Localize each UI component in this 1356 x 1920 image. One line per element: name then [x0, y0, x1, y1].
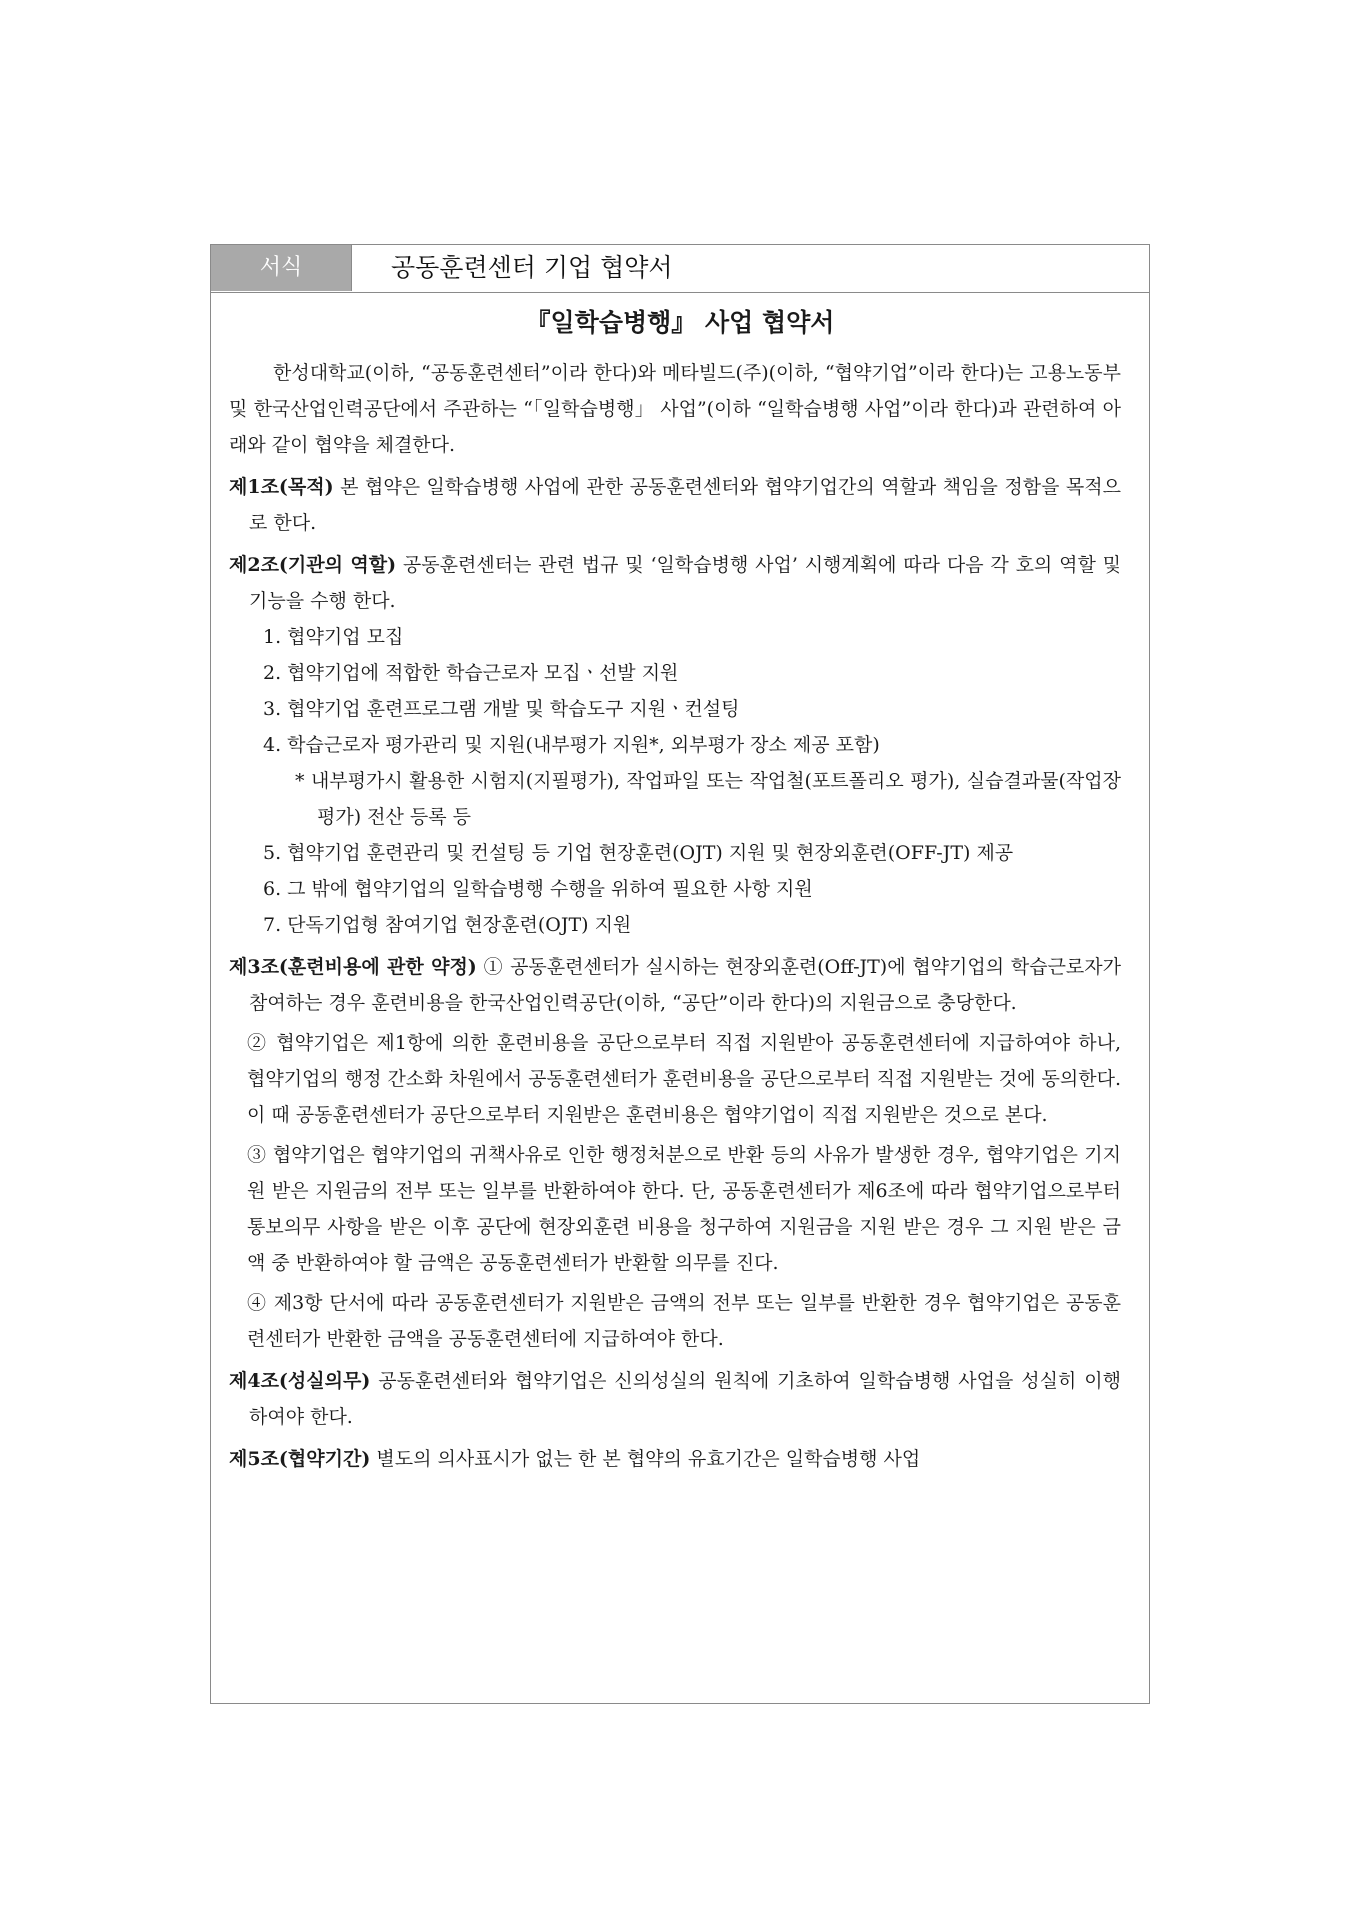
list-item: 4. 학습근로자 평가관리 및 지원(내부평가 지원*, 외부평가 장소 제공 포함) [263, 734, 880, 756]
article-5-text: 별도의 의사표시가 없는 한 본 협약의 유효기간은 일학습병행 사업 [370, 1448, 921, 1470]
article-4-text: 공동훈련센터와 협약기업은 신의성실의 원칙에 기초하여 일학습병행 사업을 성실히 이행하여야 한다. [249, 1370, 1121, 1428]
list-item: 5. 협약기업 훈련관리 및 컨설팅 등 기업 현장훈련(OJT) 지원 및 현장외훈련(OFF-JT) 제공 [263, 842, 1014, 864]
article-3-paragraph-4: ④ 제3항 단서에 따라 공동훈련센터가 지원받은 금액의 전부 또는 일부를 반환한 경우 협약기업은 공동훈련센터가 반환한 금액을 공동훈련센터에 지급하여야 한다. [247, 1292, 1121, 1350]
form-tag: 서식 [211, 245, 351, 291]
form-box [210, 244, 1150, 1704]
article-2 [229, 547, 1121, 619]
article-5 [229, 1441, 1121, 1477]
form-header [211, 245, 1149, 293]
article-3 [229, 949, 1121, 1021]
article-1-text: 본 협약은 일학습병행 사업에 관한 공동훈련센터와 협약기업간의 역할과 책임을 정함을 목적으로 한다. [249, 476, 1121, 534]
list-item: 3. 협약기업 훈련프로그램 개발 및 학습도구 지원ㆍ컨설팅 [263, 698, 740, 720]
article-3-paragraph-3: ③ 협약기업은 협약기업의 귀책사유로 인한 행정처분으로 반환 등의 사유가 발생한 경우, 협약기업은 기지원 받은 지원금의 전부 또는 일부를 반환하여야 한다. 단, 공동훈련센터가 제6조에 따라 협약기업으로부터 통보의무 사항을 받은 이후 공단에 현장외훈련 비용을 청구하여 지원금을 지원 받은 경우 그 지원 받은 금액 중 반환하여야 할 금액은 공동훈련센터가 반환할 의무를 진다. [247, 1144, 1121, 1274]
article-3-text: ① 공동훈련센터가 실시하는 현장외훈련(Off-JT)에 협약기업의 학습근로자가 참여하는 경우 훈련비용을 한국산업인력공단(이하, “공단”이라 한다)의 지원금으로 충당한다. [249, 956, 1121, 1014]
list-item: 2. 협약기업에 적합한 학습근로자 모집ㆍ선발 지원 [263, 662, 679, 684]
article-1-label: 제1조(목적) [229, 476, 334, 498]
header-divider [351, 245, 360, 291]
list-item: 6. 그 밖에 협약기업의 일학습병행 수행을 위하여 필요한 사항 지원 [263, 878, 813, 900]
article-2-list-continued [229, 835, 1121, 943]
article-4-label: 제4조(성실의무) [229, 1370, 371, 1392]
list-item: 7. 단독기업형 참여기업 현장훈련(OJT) 지원 [263, 914, 632, 936]
article-3-paragraph-2: ② 협약기업은 제1항에 의한 훈련비용을 공단으로부터 직접 지원받아 공동훈련센터에 지급하여야 하나, 협약기업의 행정 간소화 차원에서 공동훈련센터가 훈련비용을 공단으로부터 직접 지원받는 것에 동의한다. 이 때 공동훈련센터가 공단으로부터 지원받은 훈련비용은 협약기업이 직접 지원받은 것으로 본다. [247, 1032, 1122, 1126]
form-title: 공동훈련센터 기업 협약서 [391, 253, 673, 282]
article-2-list [229, 619, 1121, 763]
list-item: 1. 협약기업 모집 [263, 626, 404, 648]
document-body [229, 355, 1121, 1477]
article-5-label: 제5조(협약기간) [229, 1448, 371, 1470]
article-2-note: * 내부평가시 활용한 시험지(지필평가), 작업파일 또는 작업철(포트폴리오 평가), 실습결과물(작업장 평가) 전산 등록 등 [295, 770, 1121, 828]
article-4 [229, 1363, 1121, 1435]
article-2-text: 공동훈련센터는 관련 법규 및 ‘일학습병행 사업’ 시행계획에 따라 다음 각 호의 역할 및 기능을 수행 한다. [249, 554, 1121, 612]
intro-paragraph: 한성대학교(이하, “공동훈련센터”이라 한다)와 메타빌드(주)(이하, “협약기업”이라 한다)는 고용노동부 및 한국산업인력공단에서 주관하는 “「일학습병행」 사업”(이하 “일학습병행 사업”이라 한다)과 관련하여 아래와 같이 협약을 체결한다. [229, 362, 1121, 456]
article-1 [229, 469, 1121, 541]
article-2-label: 제2조(기관의 역할) [229, 554, 397, 576]
document-title: 『일학습병행』 사업 협약서 [525, 308, 835, 337]
article-3-label: 제3조(훈련비용에 관한 약정) [229, 956, 477, 978]
